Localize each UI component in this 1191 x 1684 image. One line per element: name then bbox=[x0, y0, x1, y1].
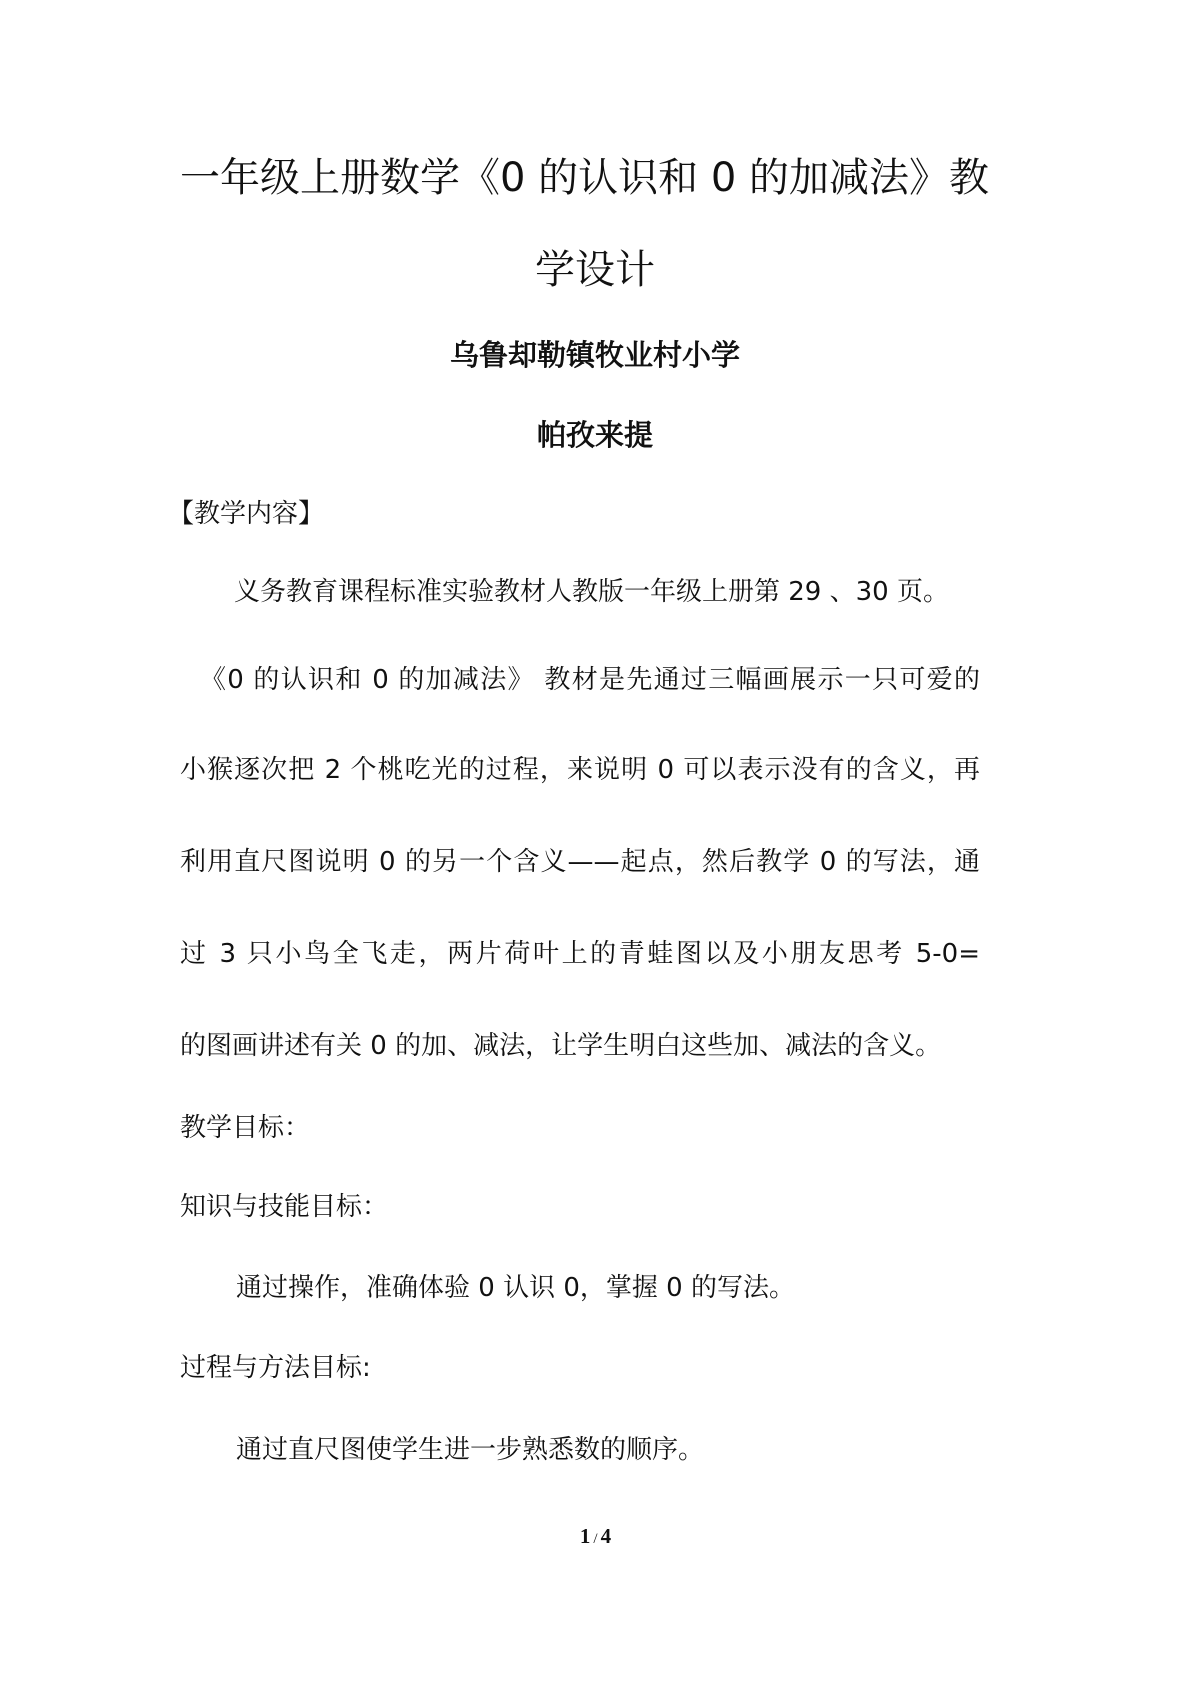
document-title-line-2: 学设计 bbox=[535, 247, 655, 293]
content-paragraph-line: 利用直尺图说明 0 的另一个含义——起点，然后教学 0 的写法，通 bbox=[180, 847, 980, 877]
content-paragraph-line: 《0 的认识和 0 的加减法》 教材是先通过三幅画展示一只可爱的 bbox=[200, 665, 980, 695]
current-page-number: 1 bbox=[579, 1524, 591, 1548]
process-methods-heading: 过程与方法目标: bbox=[180, 1353, 371, 1383]
school-name: 乌鲁却勒镇牧业村小学 bbox=[449, 338, 740, 372]
content-paragraph-line: 义务教育课程标准实验教材人教版一年级上册第 29 、30 页。 bbox=[234, 577, 949, 607]
knowledge-skills-heading: 知识与技能目标： bbox=[180, 1192, 389, 1222]
section-heading-teaching-content: 【教学内容】 bbox=[168, 499, 325, 529]
document-title-line-1: 一年级上册数学《0 的认识和 0 的加减法》教 bbox=[180, 155, 990, 201]
content-paragraph-line: 过 3 只小鸟全飞走，两片荷叶上的青蛙图以及小朋友思考 5-0= bbox=[180, 939, 980, 969]
author-name: 帕孜来提 bbox=[536, 418, 653, 452]
page-number-footer bbox=[0, 1524, 1191, 1549]
page-separator: / bbox=[593, 1531, 598, 1547]
knowledge-skills-text: 通过操作，准确体验 0 认识 0，掌握 0 的写法。 bbox=[236, 1273, 795, 1303]
goals-heading: 教学目标： bbox=[180, 1113, 311, 1143]
content-paragraph-line: 的图画讲述有关 0 的加、减法，让学生明白这些加、减法的含义。 bbox=[180, 1031, 942, 1061]
process-methods-text: 通过直尺图使学生进一步熟悉数的顺序。 bbox=[236, 1435, 705, 1465]
content-paragraph-line: 小猴逐次把 2 个桃吃光的过程，来说明 0 可以表示没有的含义，再 bbox=[180, 755, 980, 785]
total-page-count: 4 bbox=[600, 1524, 612, 1548]
